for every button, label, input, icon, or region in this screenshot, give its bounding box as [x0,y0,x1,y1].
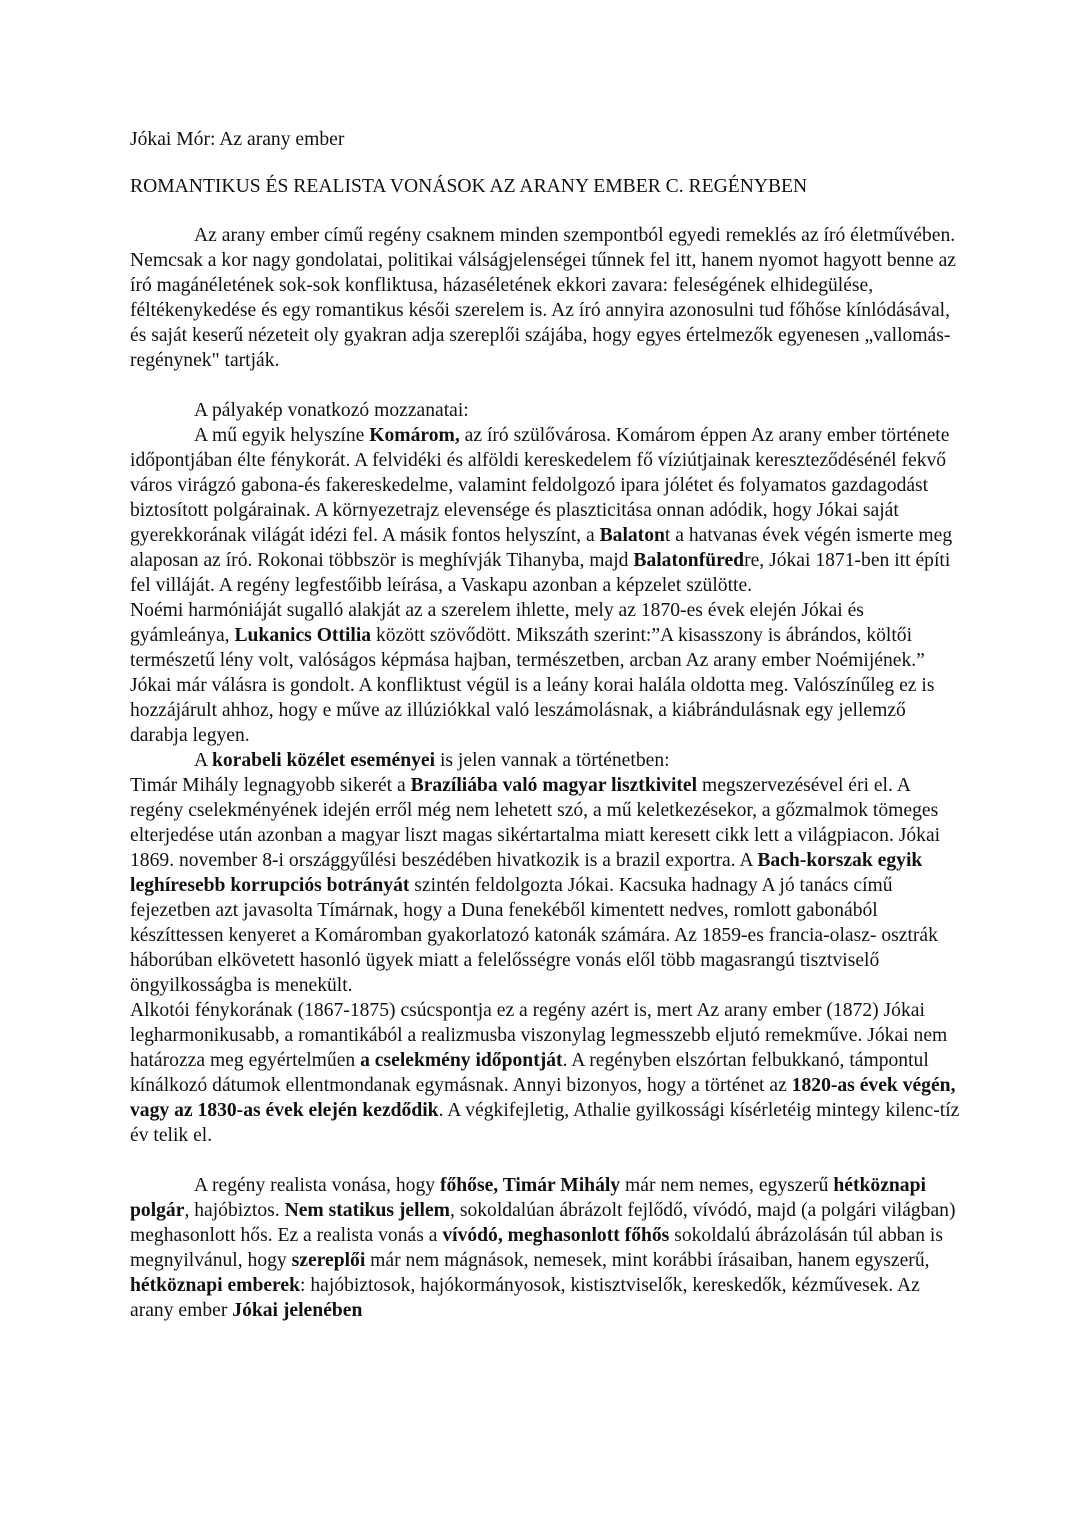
text-span: is jelen vannak a történetben: [435,750,670,771]
bold-komarom: Komárom, [369,425,460,446]
text-span: az író szülővárosa. Komárom éppen Az arany ember története időpontjában élte fénykorát. A felvidéki és alföldi kereskedelem fő víziútjainak kereszteződésénél fekvő város virágzó gabona-és fakereskedelme, valamint feldolgozó ipara jólétet és folyamatos gazdagodást biztosított polgárainak. A környezetrajz elevensége és plaszticitása onnan adódik, hogy Jókai saját gyerekkorának világát idézi fel. A másik fontos helyszínt, a [130,425,950,546]
bold-jokai-present: Jókai jelenében [232,1300,363,1321]
document-title: Jókai Mór: Az arany ember [130,129,345,150]
paragraph-career-heading: A pályakép vonatkozó mozzanatai: [194,400,469,421]
text-span: . A végkifejletig, Athalie gyilkossági kísérletéig mintegy kilenc-tíz év telik el. [130,1100,960,1146]
paragraph-realism [130,1173,960,1323]
text-span: megszervezésével éri el. A regény cselekményének idején erről még nem lehetett szó, a mű keletkezésekor, a gőzmalmok tömeges elterjedése után azonban a magyar liszt magas sikértartalma miatt keresett cikk lett a világpiacon. Jókai 1869. november 8-i országgyűlési beszédében hivatkozik is a brazil exportra. A [130,775,941,871]
text-span: szintén feldolgozta Jókai. Kacsuka hadnagy A jó tanács című fejezetben azt javasolta Tímárnak, hogy a Duna fenekéből kimentett nedves, romlott gabonából készíttessen kenyeret a Komáromban gyakorlatozó katonák számára. Az 1859-es francia-olasz- osztrák háborúban elkövetett hasonló ügyek miatt a felelősségre vonás elől több magasrangú tisztviselő öngyilkosságba is menekült. [130,875,938,996]
text-span: Timár Mihály legnagyobb sikerét a [130,775,411,796]
bold-everyday-people: hétköznapi emberek [130,1275,300,1296]
text-span: A mű egyik helyszíne [194,425,370,446]
bold-protagonist: főhőse, Timár Mihály [439,1175,621,1196]
bold-conflicted-hero: vívódó, meghasonlott főhős [442,1225,670,1246]
paragraph-locations [130,423,960,598]
bold-public-events: korabeli közélet eseményei [211,750,436,771]
text-span: A [194,750,212,771]
bold-balaton: Balaton [599,525,665,546]
text-span: , sokoldalúan ábrázolt fejlődő, vívódó, majd (a polgári világban) meghasonlott hős. Ez a realista vonás a [130,1200,956,1246]
paragraph-noemi [130,598,960,748]
paragraph-public-life [130,773,960,998]
bold-not-static: Nem statikus jellem [284,1200,451,1221]
text-span: Noémi harmóniáját sugalló alakját az a szerelem ihlette, mely az 1870-es évek elején Jókai és gyámleánya, [130,600,864,646]
text-span: t a hatvanas évek végén ismerte meg alaposan az író. Rokonai többször is meghívják Tihanyba, majd [130,525,953,571]
bold-plot-time: a cselekmény időpontját [360,1050,563,1071]
bold-characters: szereplői [291,1250,366,1271]
bold-balatonfured: Balatonfüred [633,550,745,571]
text-span: . A regényben elszórtan felbukkanó, támpontul kínálkozó dátumok ellentmondanak egymásnak. Annyi bizonyos, hogy a történet az [130,1050,929,1096]
paragraph-public-life-heading [130,748,960,773]
text-span: már nem mágnások, nemesek, mint korábbi írásaiban, hanem egyszerű, [365,1250,930,1271]
bold-bach-scandal: Bach-korszak egyik leghíresebb korrupciós botrányát [130,850,923,896]
text-span: , hajóbiztos. [184,1200,285,1221]
bold-flour-export: Brazíliába való magyar lisztkivitel [410,775,698,796]
text-span: már nem nemes, egyszerű [620,1175,834,1196]
text-span: A regény realista vonása, hogy [194,1175,440,1196]
text-span: re, Jókai 1871-ben itt építi fel villáját. A regény legfestőibb leírása, a Vaskapu azonban a képzelet szülötte. [130,550,951,596]
paragraph-intro: Az arany ember című regény csaknem minden szempontból egyedi remeklés az író életművében. Nemcsak a kor nagy gondolatai, politikai válságjelenségei tűnnek fel itt, hanem nyomot hagyott benne az író magánéletének sok-sok konfliktusa, házaséletének ekkori zavara: feleségének elhidegülése, féltékenykedése és egy romantikus késői szerelem is. Az író annyira azonosulni tud főhőse kínlódásával, és saját keserű nézeteit oly gyakran adja szereplői szájába, hogy egyes értelmezők egyenesen „vallomás-regénynek" tartják. [130,225,956,371]
document-heading: ROMANTIKUS ÉS REALISTA VONÁSOK AZ ARANY EMBER C. REGÉNYBEN [130,176,808,197]
bold-everyday-citizen: hétköznapi polgár [130,1175,926,1221]
text-span: között szövődött. Mikszáth szerint:”A kisasszony is ábrándos, költői természetű lény volt, valóságos képmása hajban, természetben, arcban Az arany ember Noémijének.” Jókai már válásra is gondolt. A konfliktust végül is a leány korai halála oldotta meg. Valószínűleg ez is hozzájárult ahhoz, hogy e műve az illúziókkal való leszámolásnak, a kiábrándulásnak egy jellemző darabja legyen. [130,625,935,746]
text-span: : hajóbiztosok, hajókormányosok, kistisztviselők, kereskedők, kézművesek. Az arany ember [130,1275,920,1321]
text-span: sokoldalú ábrázolásán túl abban is megnyilvánul, hogy [130,1225,944,1271]
bold-start-date: 1820-as évek végén, vagy az 1830-as évek elején kezdődik [130,1075,956,1121]
paragraph-timeline [130,998,960,1148]
text-span: Alkotói fénykorának (1867-1875) csúcspontja ez a regény azért is, mert Az arany ember (1872) Jókai legharmonikusabb, a romantikából a realizmusba viszonylag legmesszebb eljutó remekműve. Jókai nem határozza meg egyértelműen [130,1000,948,1071]
bold-lukanics-ottilia: Lukanics Ottilia [234,625,372,646]
